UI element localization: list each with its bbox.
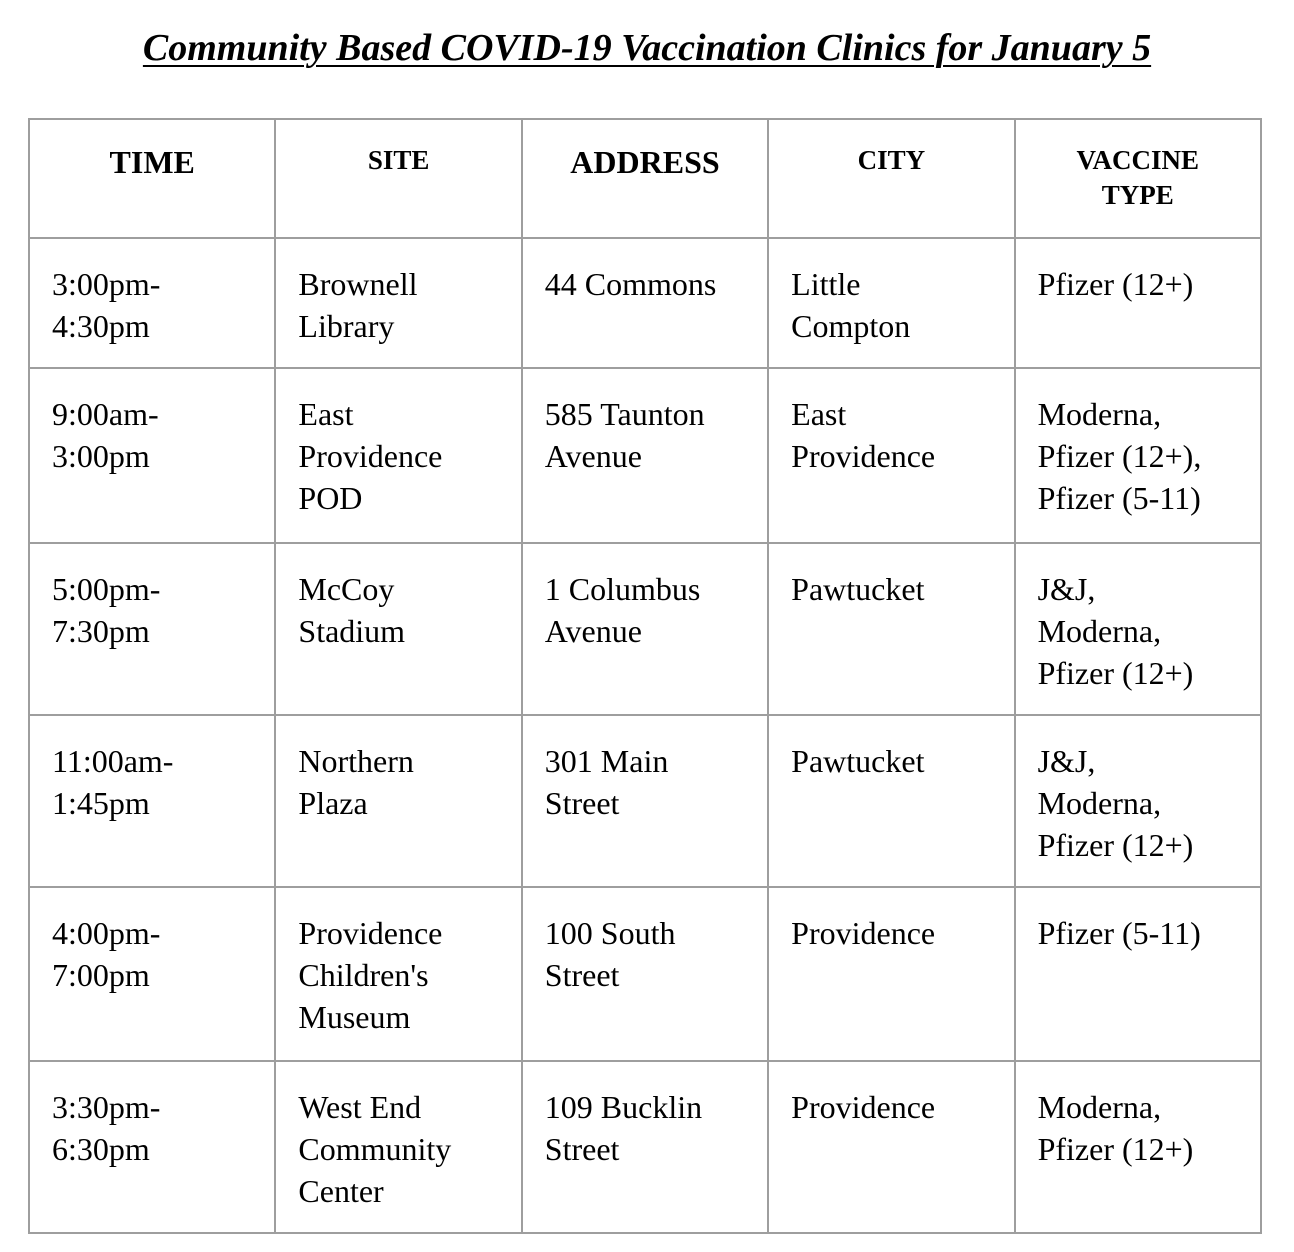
address-line: 44 Commons (544, 266, 717, 302)
header-address (522, 119, 768, 238)
site-line: Children's (298, 957, 429, 993)
time-line: 7:30pm (52, 613, 150, 649)
time-line: 1:45pm (52, 785, 150, 821)
time-line: 3:30pm- (52, 1089, 161, 1125)
address-line: 100 South (544, 915, 676, 951)
table-row (29, 1061, 1261, 1233)
address-line: Street (544, 957, 620, 993)
city-line: Pawtucket (791, 743, 925, 779)
vaccine-cell (1015, 543, 1261, 715)
address-cell (522, 1061, 768, 1233)
table-row (29, 543, 1261, 715)
site-line: Providence (298, 438, 443, 474)
city-cell (768, 715, 1014, 887)
vaccine-line: Pfizer (12+) (1037, 655, 1194, 691)
site-cell (275, 238, 521, 368)
vaccine-line: Pfizer (12+), (1037, 438, 1202, 474)
site-line: Center (298, 1173, 384, 1209)
time-cell (29, 715, 275, 887)
time-line: 5:00pm- (52, 571, 161, 607)
page-title: Community Based COVID-19 Vaccination Clinics for January 5 (142, 27, 1152, 69)
time-line: 6:30pm (52, 1131, 150, 1167)
header-vaccine-type-label-line-2: TYPE (1101, 180, 1174, 210)
time-line: 11:00am- (52, 743, 174, 779)
vaccine-line: Pfizer (5-11) (1037, 480, 1201, 516)
site-cell (275, 368, 521, 543)
site-line: West End (298, 1089, 422, 1125)
site-line: Community (298, 1131, 452, 1167)
site-line: Museum (298, 999, 411, 1035)
vaccine-line: Pfizer (12+) (1037, 1131, 1194, 1167)
city-cell (768, 238, 1014, 368)
city-line: Providence (791, 915, 936, 951)
city-line: Compton (791, 308, 911, 344)
site-cell (275, 887, 521, 1061)
table-row (29, 715, 1261, 887)
site-line: East (298, 396, 354, 432)
vaccine-cell (1015, 887, 1261, 1061)
vaccine-cell (1015, 238, 1261, 368)
vaccine-line: Moderna, (1037, 1089, 1162, 1125)
vaccine-line: J&J, (1037, 743, 1096, 779)
address-line: 1 Columbus (544, 571, 701, 607)
site-line: Providence (298, 915, 443, 951)
city-line: Little (791, 266, 861, 302)
table-row (29, 887, 1261, 1061)
site-line: Stadium (298, 613, 406, 649)
site-line: McCoy (298, 571, 395, 607)
time-line: 9:00am- (52, 396, 159, 432)
clinics-table (28, 118, 1262, 1234)
time-cell (29, 543, 275, 715)
site-line: Northern (298, 743, 414, 779)
city-cell (768, 1061, 1014, 1233)
table-row (29, 368, 1261, 543)
time-cell (29, 1061, 275, 1233)
vaccine-cell (1015, 715, 1261, 887)
address-line: Avenue (544, 613, 642, 649)
header-vaccine-type-label-line-1: VACCINE (1076, 145, 1200, 175)
city-cell (768, 543, 1014, 715)
city-line: Providence (791, 438, 936, 474)
site-line: Brownell (298, 266, 418, 302)
table-row (29, 238, 1261, 368)
city-line: East (791, 396, 847, 432)
vaccine-line: Moderna, (1037, 613, 1162, 649)
header-city (768, 119, 1014, 238)
vaccine-line: J&J, (1037, 571, 1096, 607)
address-cell (522, 368, 768, 543)
address-line: Avenue (544, 438, 642, 474)
time-line: 4:00pm- (52, 915, 161, 951)
time-cell (29, 887, 275, 1061)
city-cell (768, 887, 1014, 1061)
address-line: 109 Bucklin (544, 1089, 703, 1125)
address-cell (522, 543, 768, 715)
city-line: Pawtucket (791, 571, 925, 607)
vaccine-line: Moderna, (1037, 396, 1162, 432)
header-time (29, 119, 275, 238)
site-line: Library (298, 308, 395, 344)
address-line: Street (544, 1131, 620, 1167)
vaccine-cell (1015, 1061, 1261, 1233)
header-city-label: CITY (857, 145, 926, 175)
city-cell (768, 368, 1014, 543)
site-line: Plaza (298, 785, 368, 821)
vaccine-cell (1015, 368, 1261, 543)
time-line: 3:00pm (52, 438, 150, 474)
time-line: 3:00pm- (52, 266, 161, 302)
site-cell (275, 1061, 521, 1233)
header-row (29, 119, 1261, 238)
header-time-label: TIME (109, 144, 195, 180)
time-cell (29, 368, 275, 543)
address-line: 301 Main (544, 743, 669, 779)
address-cell (522, 238, 768, 368)
site-cell (275, 715, 521, 887)
time-cell (29, 238, 275, 368)
header-site (275, 119, 521, 238)
time-line: 7:00pm (52, 957, 150, 993)
time-line: 4:30pm (52, 308, 150, 344)
site-cell (275, 543, 521, 715)
header-site-label: SITE (367, 145, 430, 175)
site-line: POD (298, 480, 363, 516)
address-cell (522, 715, 768, 887)
vaccine-line: Pfizer (12+) (1037, 827, 1194, 863)
address-line: 585 Taunton (544, 396, 705, 432)
vaccine-line: Pfizer (5-11) (1037, 915, 1201, 951)
header-address-label: ADDRESS (570, 144, 720, 180)
city-line: Providence (791, 1089, 936, 1125)
header-vaccine-type (1015, 119, 1261, 238)
address-cell (522, 887, 768, 1061)
address-line: Street (544, 785, 620, 821)
vaccine-line: Pfizer (12+) (1037, 266, 1194, 302)
vaccine-line: Moderna, (1037, 785, 1162, 821)
